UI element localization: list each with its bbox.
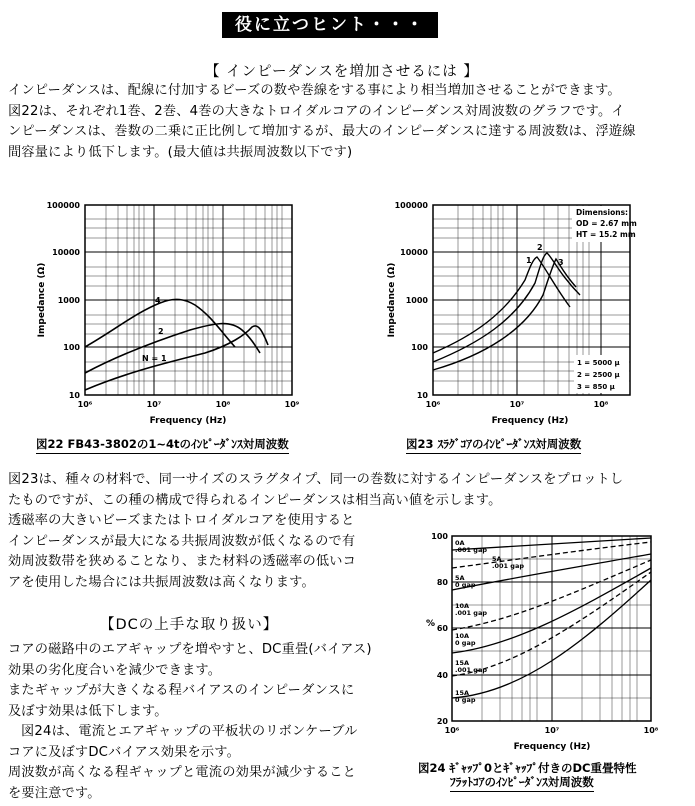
fig23-xticks [426, 400, 609, 409]
label-5a-gap-2: .001 gap [492, 562, 524, 570]
section3-paragraph [8, 640, 372, 804]
figure-22-caption: 図22 FB43-3802の1~4tのｲﾝﾋﾟｰﾀﾞﾝｽ対周波数 [36, 436, 289, 454]
fig23-legend-2: 2 = 2500 μ [577, 371, 620, 379]
ytick: 20 [436, 717, 448, 726]
ytick: 10000 [400, 248, 428, 257]
section-heading-impedance: 【 インピーダンスを増加させるには 】 [205, 64, 479, 80]
label-15a-0gap: 0 gap [455, 696, 476, 704]
text-line: を要注意です。 [8, 785, 101, 801]
label-0a: 0A [455, 539, 465, 547]
section-heading-dc: 【DCの上手な取り扱い】 [100, 617, 279, 633]
label-5a-gap: 5A [492, 555, 502, 563]
xtick: 10⁹ [284, 400, 300, 409]
xtick: 10⁶ [425, 400, 441, 409]
fig23-legend-1: 1 = 5000 μ [577, 359, 620, 367]
fig22-label-2: 2 [158, 327, 164, 336]
text-line: インピーダンスが最大になる共振周波数が低くなるので有 [8, 533, 356, 549]
ytick: 100 [411, 343, 428, 352]
label-10a-gap-2: .001 gap [455, 609, 487, 617]
fig24-yticks [431, 532, 448, 726]
xtick: 10⁶ [77, 400, 93, 409]
ytick: 10 [68, 391, 80, 400]
fig22-yticks [47, 201, 81, 400]
text-line: コアの磁路中のエアギャップを増やすと、DC重畳(バイアス) [8, 642, 372, 657]
label-10a-0gap: 0 gap [455, 639, 476, 647]
ytick: 100000 [46, 201, 80, 210]
page-banner: 役に立つヒント・・・ [222, 12, 438, 38]
ytick: 80 [436, 578, 448, 587]
intro-paragraph [8, 81, 636, 163]
label-10a: 10A [455, 632, 470, 640]
text-line: 図22は、それぞれ1巻、2巻、4巻の大きなトロイダルコアのインピーダンス対周波数のグラフです。イ [8, 103, 625, 119]
xtick: 10⁷ [146, 400, 162, 409]
figure-24-graph [412, 528, 672, 760]
label-15a-gap-2: .001 gap [455, 666, 487, 674]
fig23-dims-od: OD = 2.67 mm [576, 219, 637, 228]
curve-1 [433, 257, 570, 353]
text-line: 図24は、電流とエアギャップの平板状のリボンケーブル [21, 724, 358, 739]
fig24-xlabel: Frequency (Hz) [513, 742, 591, 752]
fig24-xticks [445, 726, 659, 735]
label-5a: 5A [455, 574, 465, 582]
figure-22-graph [30, 195, 310, 435]
fig23-xlabel: Frequency (Hz) [491, 416, 569, 426]
ytick: 40 [436, 671, 448, 680]
fig22-label-4: 4 [155, 296, 161, 305]
label-15a-gap: 15A [455, 659, 470, 667]
xtick: 10⁶ [444, 726, 460, 735]
text-line: 図23は、種々の材料で、同一サイズのスラグタイプ、同一の巻数に対するインピーダンスをプロットし [8, 472, 624, 487]
fig22-curves [85, 299, 268, 390]
fig24-ylabel: % [426, 619, 436, 629]
figure-23-caption: 図23 ｽﾗｸﾞｺｱのｲﾝﾋﾟｰﾀﾞﾝｽ対周波数 [406, 436, 581, 454]
text-line: 間容量により低下します。(最大値は共振周波数以下です) [8, 144, 353, 160]
ytick: 60 [436, 624, 448, 633]
text-line: コアに及ぼすDCバイアス効果を示す。 [8, 744, 240, 760]
fig22-xlabel: Frequency (Hz) [149, 416, 227, 426]
text-line: 透磁率の大きいビーズまたはトロイダルコアを使用すると [8, 513, 355, 528]
text-line: ンピーダンスは、巻数の二乗に正比例して増加するが、最大のインピーダンスに達する周波数は、浮遊線 [8, 124, 636, 139]
ytick: 100000 [394, 201, 428, 210]
label-5a-0gap: 0 gap [455, 581, 476, 589]
label-0a-gap: .001 gap [455, 546, 487, 554]
fig23-ylabel: Impedance (Ω) [387, 262, 397, 338]
ytick: 100 [63, 343, 80, 352]
fig23-yticks [395, 201, 429, 400]
ytick: 100 [431, 532, 448, 541]
fig23-dims-ht: HT = 15.2 mm [576, 230, 636, 239]
ytick: 1000 [405, 296, 428, 305]
ytick: 1000 [57, 296, 80, 305]
fig22-ylabel: Impedance (Ω) [37, 262, 47, 338]
fig23-label-2: 2 [537, 243, 543, 252]
ytick: 10000 [52, 248, 80, 257]
xtick: 10⁷ [544, 726, 560, 735]
xtick: 10⁸ [215, 400, 231, 409]
text-line: インピーダンスは、配線に付加するビーズの数や巻線をする事により相当増加させることができます。 [8, 83, 621, 98]
xtick: 10⁷ [509, 400, 525, 409]
label-10a-gap: 10A [455, 602, 470, 610]
text-line: 周波数が高くなる程ギャップと電流の効果が減少すること [8, 765, 357, 780]
fig23-label-3: 3 [558, 258, 564, 267]
fig22-label-n1: N = 1 [142, 354, 167, 363]
text-line: またギャップが大きくなる程バイアスのインピーダンスに [8, 683, 355, 698]
text-line: 効周波数帯を狭めることなり、また材料の透磁率の低いコ [8, 554, 357, 569]
xtick: 10⁸ [593, 400, 609, 409]
ytick: 10 [416, 391, 428, 400]
fig22-grid [85, 205, 292, 395]
text-line: アを使用した場合には共振周波数は高くなります。 [8, 574, 315, 590]
text-line: 効果の劣化度合いを減少できます。 [8, 662, 222, 678]
text-line: たものですが、この種の構成で得られるインピーダンスは相当高い値を示します。 [8, 492, 502, 508]
fig24-curve-labels [455, 539, 524, 704]
figure-23-graph [380, 195, 660, 435]
fig22-xticks [78, 400, 300, 409]
fig23-label-1: 1 [526, 256, 532, 265]
xtick: 10⁸ [643, 726, 659, 735]
figure-24-caption-line1: 図24 ｷﾞｬｯﾌﾟ0とｷﾞｬｯﾌﾟ付きのDC重畳特性 [418, 761, 637, 775]
fig23-dims-title: Dimensions: [576, 208, 629, 217]
figure-24-caption-line2: ﾌﾗｯﾄｺｱのｲﾝﾋﾟｰﾀﾞﾝｽ対周波数 [450, 774, 594, 792]
fig23-legend-3: 3 = 850 μ [577, 383, 615, 391]
text-line: 及ぼす効果は低下します。 [8, 703, 168, 719]
curve-1-turn [85, 326, 268, 390]
label-15a: 15A [455, 689, 470, 697]
